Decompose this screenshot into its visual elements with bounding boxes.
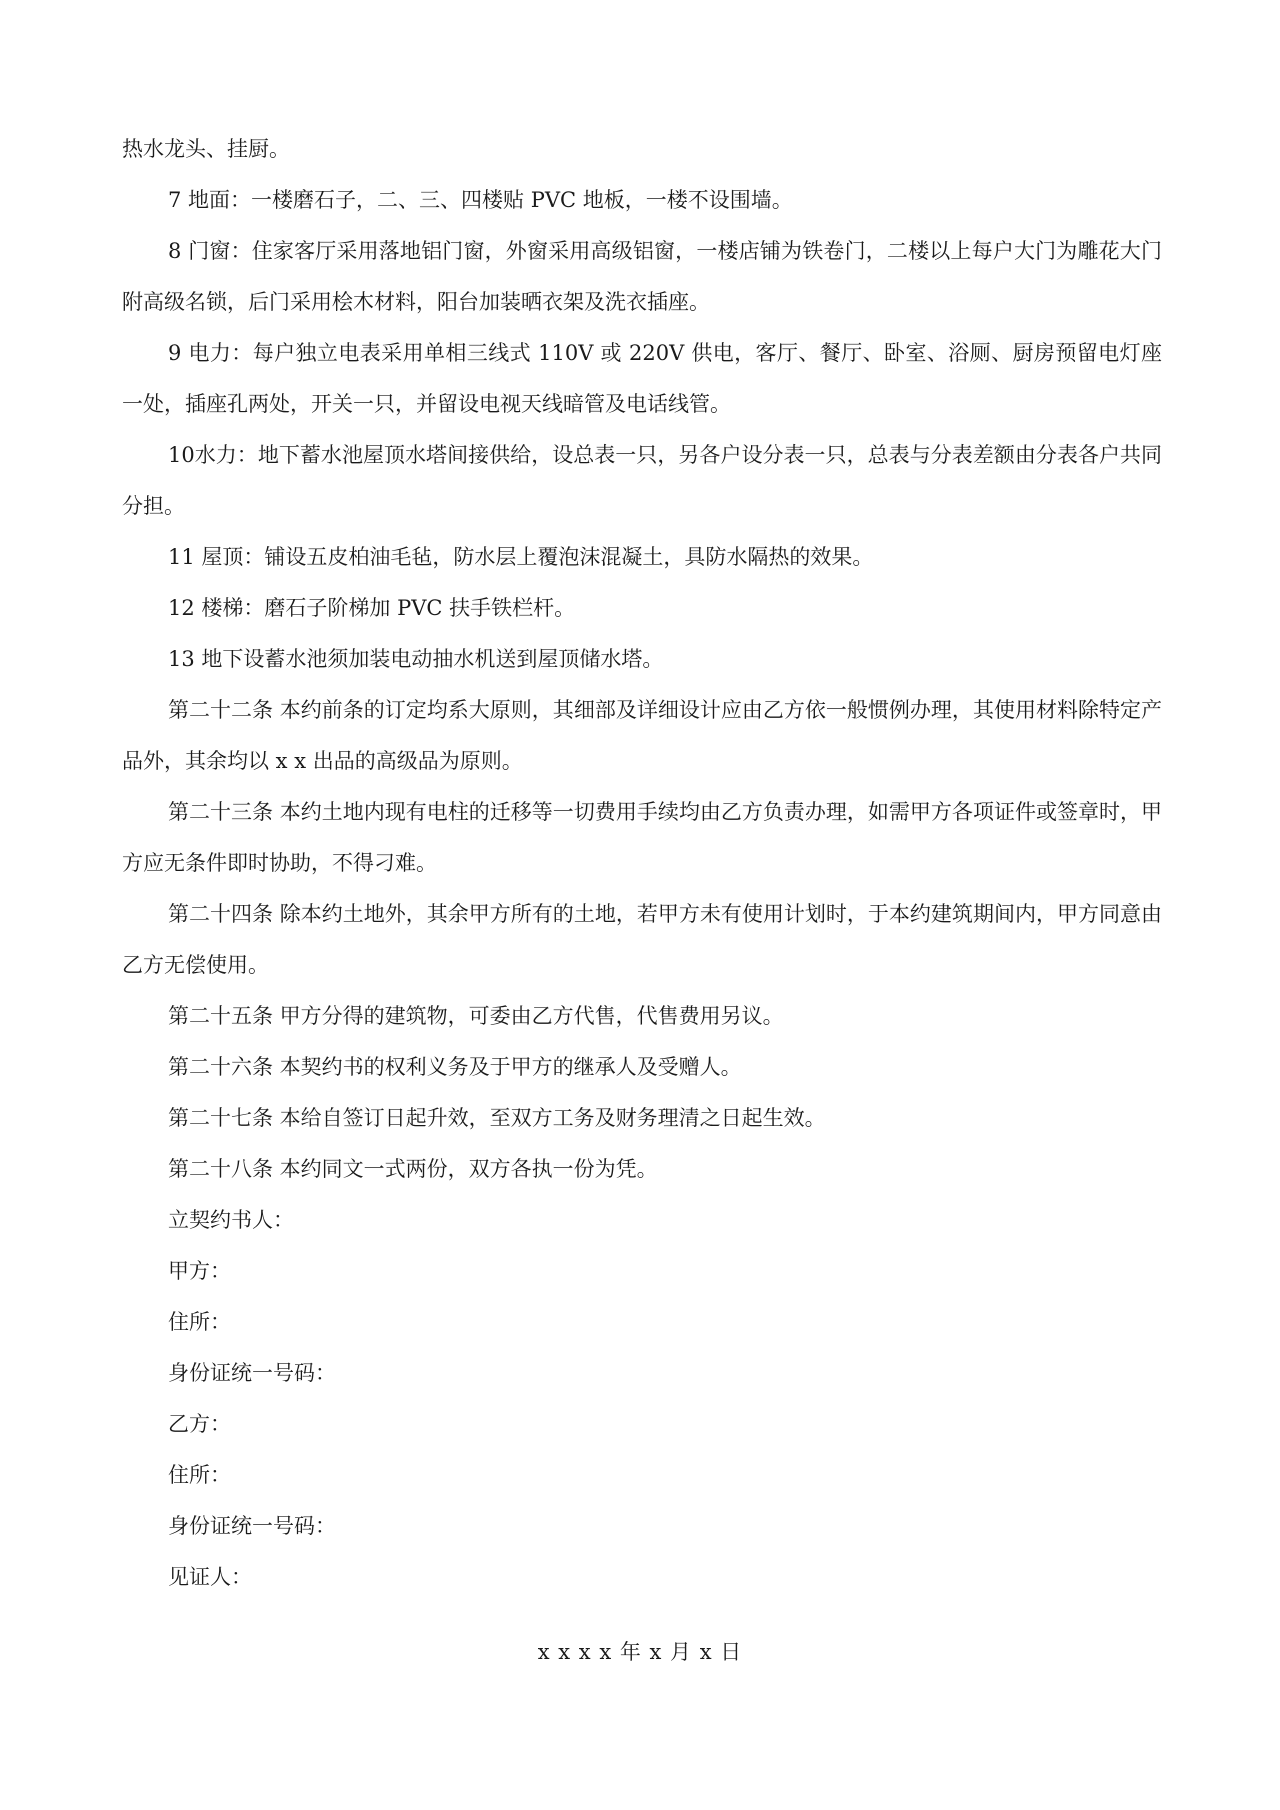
signature-contractor-label: 立契约书人： — [168, 1208, 294, 1232]
paragraph-roof: 11 屋顶：铺设五皮柏油毛毡，防水层上覆泡沫混凝土，具防水隔热的效果。 — [168, 545, 874, 569]
document-date: x x x x 年 x 月 x 日 — [537, 1640, 743, 1664]
paragraph-doors-windows: 8 门窗：住家客厅采用落地铝门窗，外窗采用高级铝窗，一楼店铺为铁卷门，二楼以上每户大门为雕花大门附高级名锁，后门采用桧木材料，阳台加装晒衣架及洗衣插座。 — [122, 239, 1162, 314]
article-22: 第二十二条 本约前条的订定均系大原则，其细部及详细设计应由乙方依一般惯例办理，其使用材料除特定产品外，其余均以 x x 出品的高级品为原则。 — [122, 698, 1162, 773]
signature-party-a-id-label: 身份证统一号码： — [168, 1361, 336, 1385]
signature-party-b-label: 乙方： — [168, 1412, 231, 1436]
signature-witness-label: 见证人： — [168, 1565, 252, 1589]
paragraph-stairs: 12 楼梯：磨石子阶梯加 PVC 扶手铁栏杆。 — [168, 596, 576, 620]
paragraph-electricity: 9 电力：每户独立电表采用单相三线式 110V 或 220V 供电，客厅、餐厅、卧室、浴厕、厨房预留电灯座一处，插座孔两处，开关一只，并留设电视天线暗管及电话线管。 — [122, 341, 1162, 416]
article-23: 第二十三条 本约土地内现有电柱的迁移等一切费用手续均由乙方负责办理，如需甲方各项证件或签章时，甲方应无条件即时协助，不得刁难。 — [122, 800, 1162, 875]
article-28: 第二十八条 本约同文一式两份，双方各执一份为凭。 — [168, 1157, 658, 1181]
paragraph-water: 10水力：地下蓄水池屋顶水塔间接供给，设总表一只，另各户设分表一只，总表与分表差额由分表各户共同分担。 — [122, 443, 1162, 518]
signature-party-a-address-label: 住所： — [168, 1310, 231, 1334]
paragraph: 热水龙头、挂厨。 — [122, 137, 290, 161]
document-body — [122, 124, 1162, 1603]
paragraph-floor: 7 地面：一楼磨石子，二、三、四楼贴 PVC 地板，一楼不设围墙。 — [168, 188, 793, 212]
article-25: 第二十五条 甲方分得的建筑物，可委由乙方代售，代售费用另议。 — [168, 1004, 784, 1028]
article-26: 第二十六条 本契约书的权利义务及于甲方的继承人及受赠人。 — [168, 1055, 742, 1079]
article-24: 第二十四条 除本约土地外，其余甲方所有的土地，若甲方未有使用计划时，于本约建筑期间内，甲方同意由乙方无偿使用。 — [122, 902, 1162, 977]
signature-party-b-id-label: 身份证统一号码： — [168, 1514, 336, 1538]
paragraph-water-tank: 13 地下设蓄水池须加装电动抽水机送到屋顶储水塔。 — [168, 647, 664, 671]
signature-party-a-label: 甲方： — [168, 1259, 231, 1283]
signature-party-b-address-label: 住所： — [168, 1463, 231, 1487]
article-27: 第二十七条 本给自签订日起升效，至双方工务及财务理清之日起生效。 — [168, 1106, 826, 1130]
